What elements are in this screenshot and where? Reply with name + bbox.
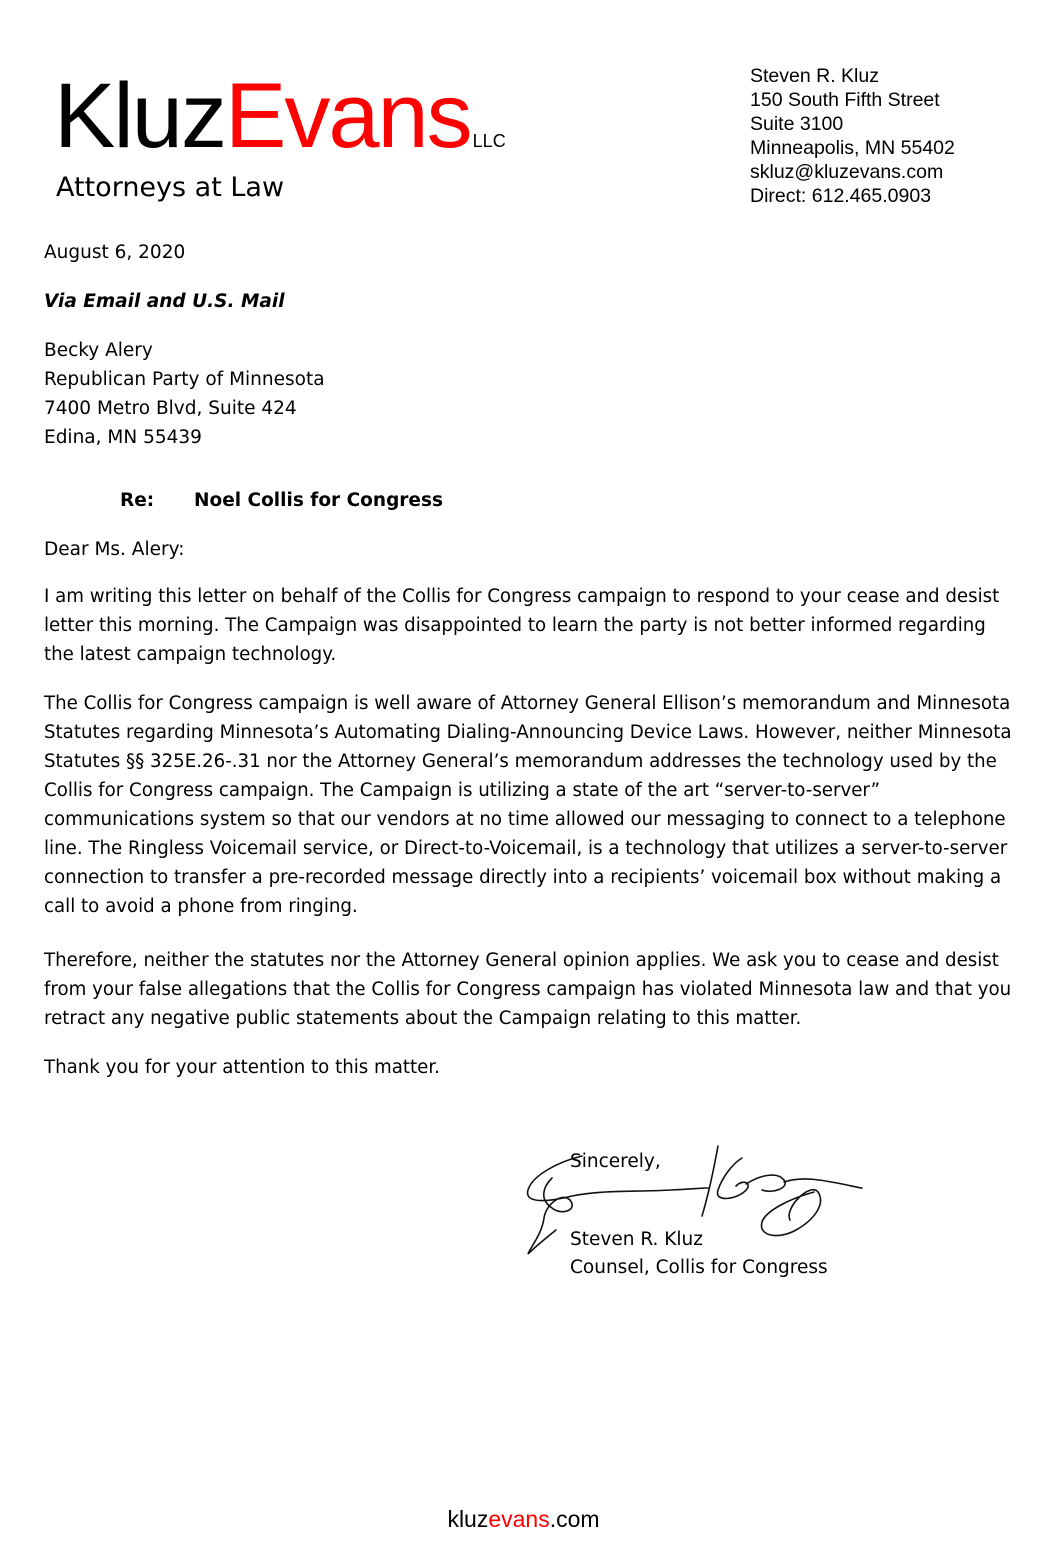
body-paragraph: The Collis for Congress campaign is well aware of Attorney General Ellison’s memorandum and Minnesota Statutes regarding Minnesota’s Automating Dialing-Announcing Device Laws. However, neither Minnesota Statutes §§ 325E.26-.31 nor the Attorney General’s memorandum addresses the technology used by the Collis for Congress campaign. The Campaign is utilizing a state of the art “server-to-server” communications system so that our vendors at no time allowed our messaging to connect to a telephone line. The Ringless Voicemail service, or Direct-to-Voicemail, is a technology that utilizes a server-to-server connection to transfer a pre-recorded message directly into a recipients’ voicemail box without making a call to avoid a phone from ringing. <box>44 693 1012 917</box>
salutation: Dear Ms. Alery: <box>44 539 185 560</box>
signer-name: Steven R. Kluz <box>570 1229 703 1250</box>
sender-name: Steven R. Kluz <box>750 65 879 87</box>
closing: Sincerely, <box>570 1151 661 1172</box>
logo-part-evans: Evans <box>224 65 471 167</box>
sender-phone: Direct: 612.465.0903 <box>750 185 932 207</box>
recipient-city: Edina, MN 55439 <box>44 427 202 448</box>
logo-part-kluz: Kluz <box>54 65 225 167</box>
body-paragraph: Therefore, neither the statutes nor the Attorney General opinion applies. We ask you to cease and desist from your false allegations that the Collis for Congress campaign has violated Minnesota law and that you retract any negative public statements about the Campaign relating to this matter. <box>44 950 1012 1029</box>
sender-street: 150 South Fifth Street <box>750 89 940 111</box>
recipient-organization: Republican Party of Minnesota <box>44 369 325 390</box>
subject-text: Noel Collis for Congress <box>194 490 444 511</box>
sender-city: Minneapolis, MN 55402 <box>750 137 955 159</box>
letter-date: August 6, 2020 <box>44 242 186 263</box>
subject-label: Re: <box>120 490 155 511</box>
recipient-street: 7400 Metro Blvd, Suite 424 <box>44 398 297 419</box>
firm-logo <box>54 65 506 187</box>
subject-line <box>120 486 443 515</box>
recipient-name: Becky Alery <box>44 340 153 361</box>
delivery-method: Via Email and U.S. Mail <box>44 291 285 312</box>
signer-title: Counsel, Collis for Congress <box>570 1257 828 1278</box>
body-paragraph: I am writing this letter on behalf of the Collis for Congress campaign to respond to your cease and desist letter this morning. The Campaign was disappointed to learn the party is not better informed regarding the latest campaign technology. <box>44 586 1000 665</box>
recipient-address-block <box>44 336 325 452</box>
footer-part-kluz: kluz <box>447 1506 489 1532</box>
logo-suffix-llc: LLC <box>472 131 506 151</box>
sender-email: skluz@kluzevans.com <box>750 161 944 183</box>
sender-address-block <box>750 64 955 208</box>
firm-tagline: Attorneys at Law <box>56 172 285 203</box>
footer-part-evans: evans <box>488 1506 550 1532</box>
footer-part-com: .com <box>549 1506 600 1532</box>
body-paragraph: Thank you for your attention to this matter. <box>44 1057 440 1078</box>
sender-suite: Suite 3100 <box>750 113 844 135</box>
footer-website <box>0 1506 1047 1533</box>
